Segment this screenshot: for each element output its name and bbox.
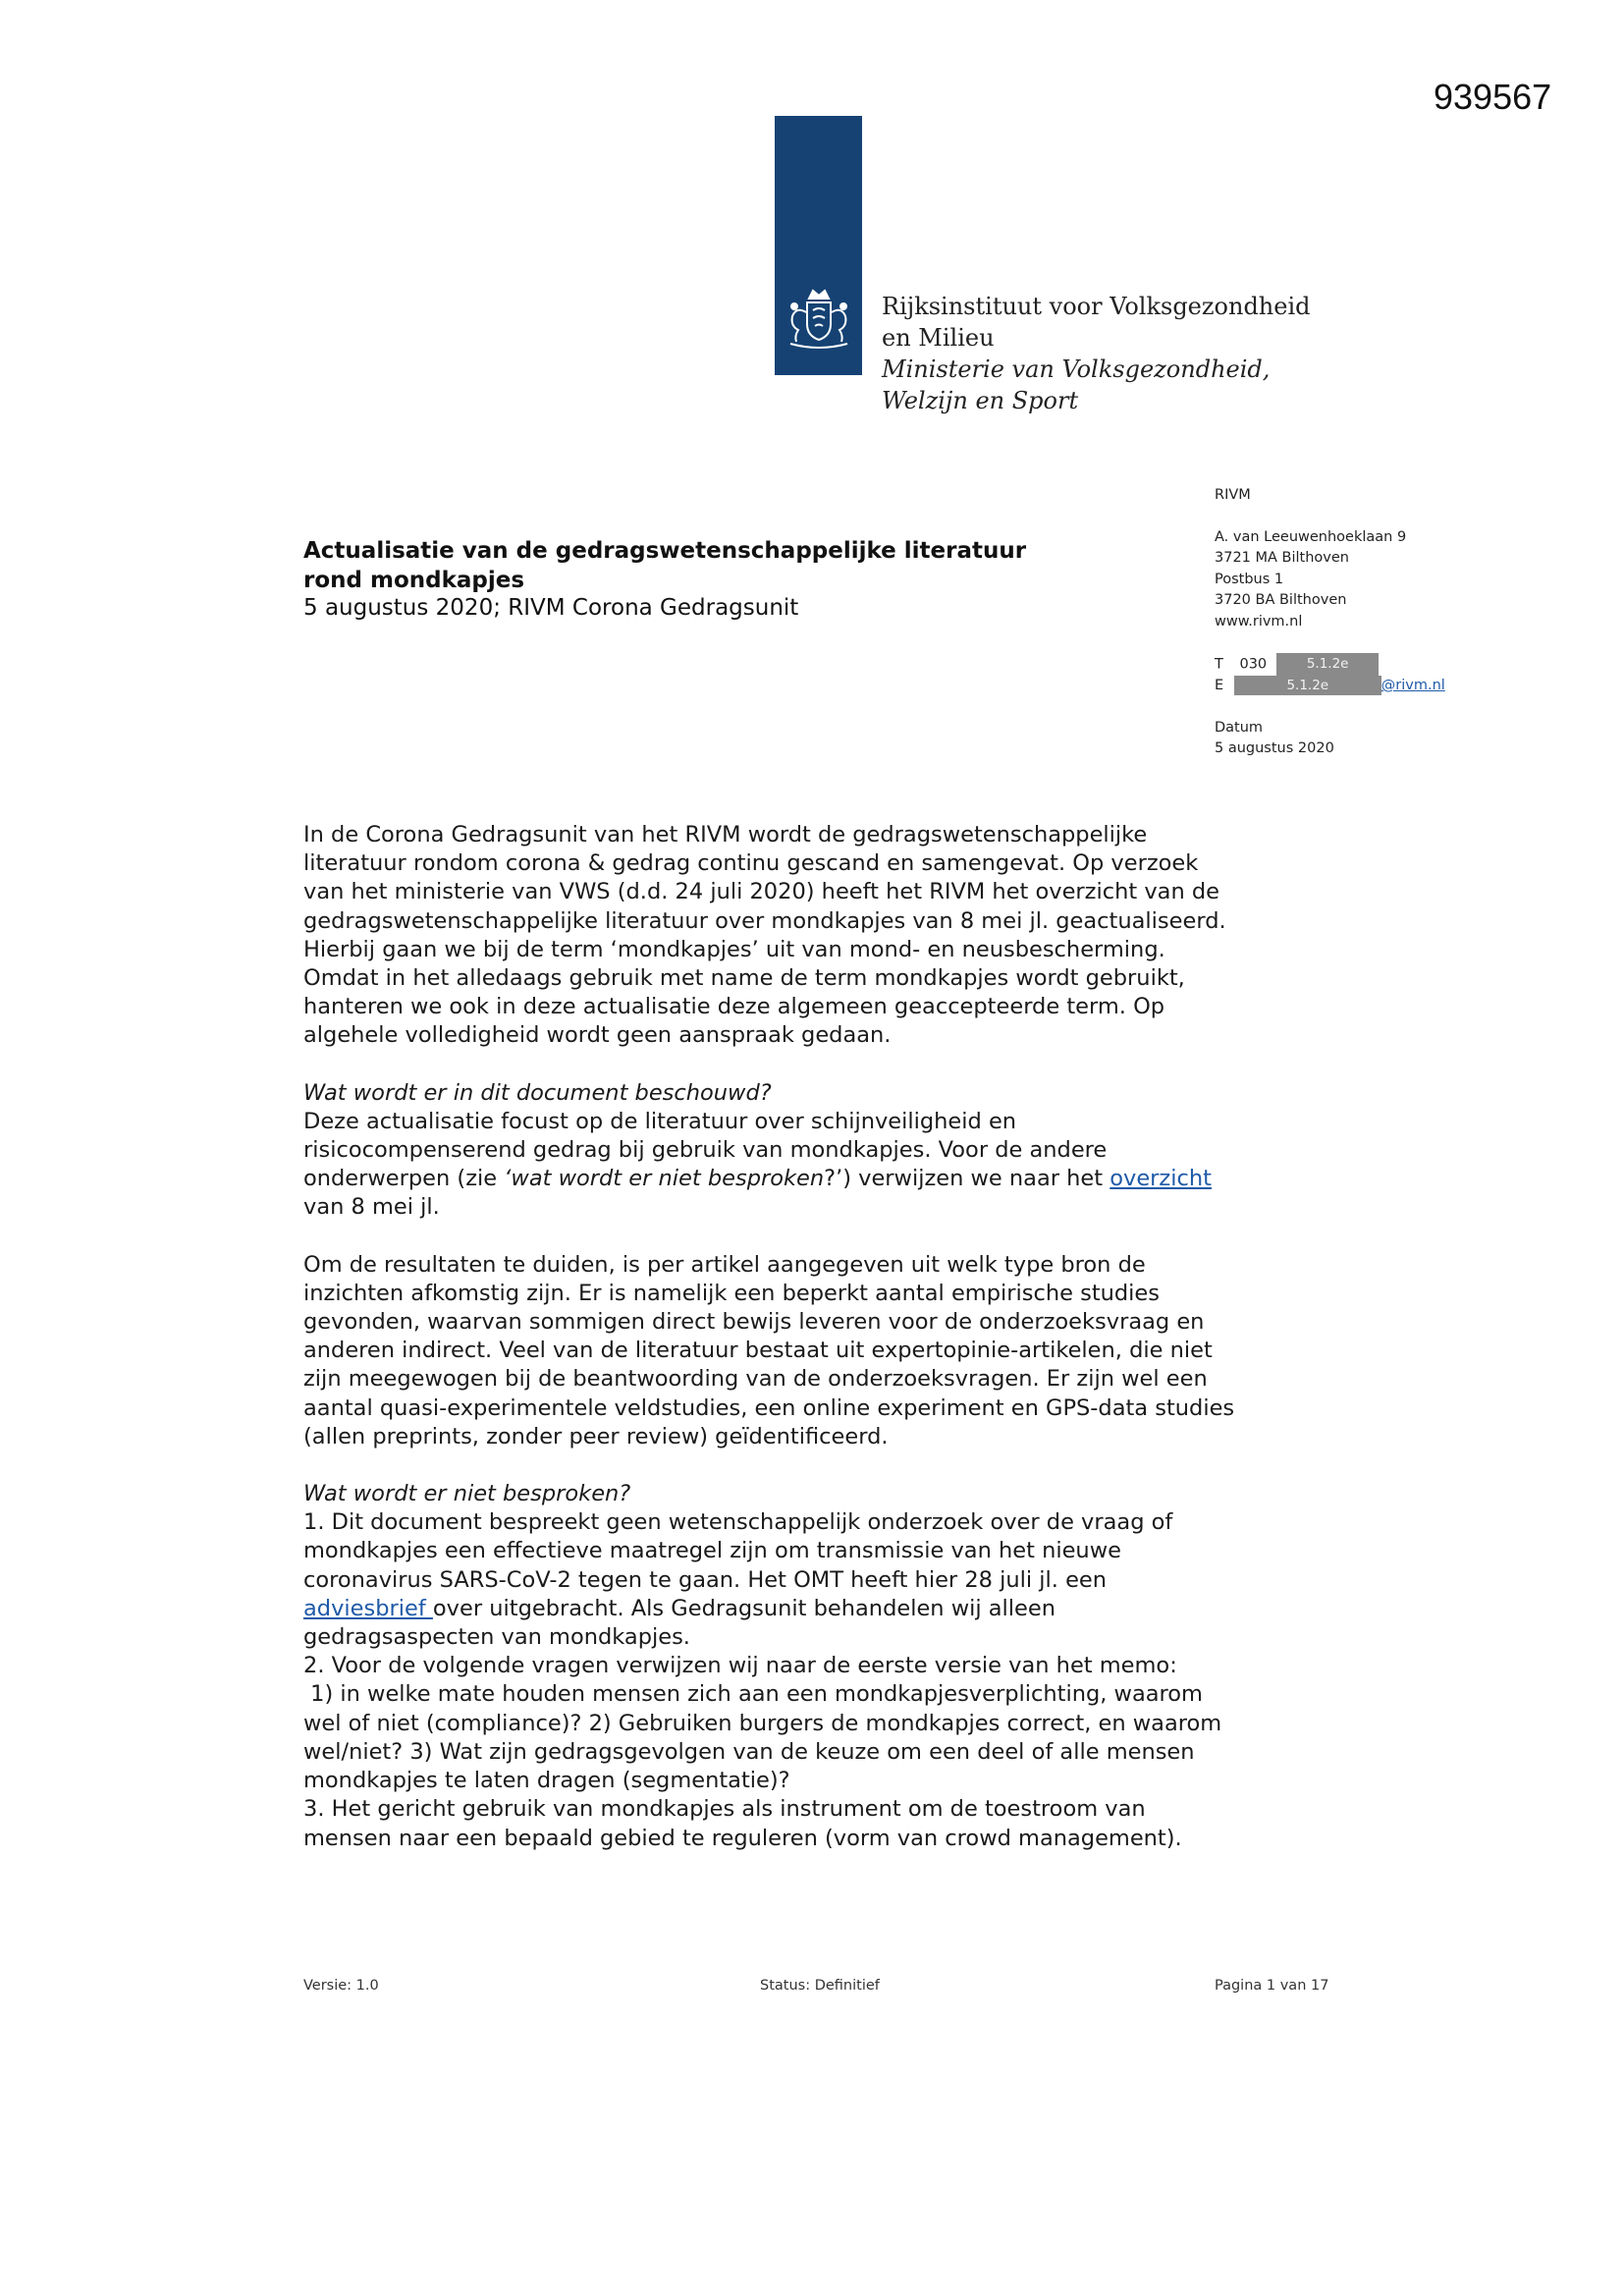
- text-line: hanteren we ook in deze actualisatie deze algemeen geaccepteerde term. Op: [303, 994, 1165, 1020]
- organization-name: [882, 291, 1311, 416]
- text-line: 1. Dit document bespreekt geen wetenschappelijk onderzoek over de vraag of: [303, 1509, 1173, 1536]
- text-line: mondkapjes te laten dragen (segmentatie)?: [303, 1768, 790, 1794]
- text-line: (allen preprints, zonder peer review) geïdentificeerd.: [303, 1423, 889, 1449]
- phone-line: [1215, 653, 1470, 676]
- text-line: anderen indirect. Veel van de literatuur bestaat uit expertopinie-artikelen, die niet: [303, 1338, 1213, 1364]
- text-line: algehele volledigheid wordt geen aanspraak gedaan.: [303, 1022, 892, 1049]
- address-line: 3721 MA Bilthoven: [1215, 550, 1349, 566]
- footer-page-number: Pagina 1 van 17: [1215, 1978, 1329, 1994]
- text-line: gedragswetenschappelijke literatuur over mondkapjes van 8 mei jl. geactualiseerd.: [303, 907, 1226, 934]
- section-heading: Wat wordt er in dit document beschouwd?: [303, 1079, 772, 1106]
- text-line: 1) in welke mate houden mensen zich aan een mondkapjesverplichting, waarom: [303, 1681, 1203, 1708]
- section-heading: Wat wordt er niet besproken?: [303, 1481, 631, 1507]
- text-span: ?’) verwijzen we naar het: [824, 1166, 1110, 1192]
- phone-redaction: 5.1.2e: [1276, 653, 1379, 676]
- text-line: mondkapjes een effectieve maatregel zijn om transmissie van het nieuwe: [303, 1538, 1121, 1564]
- text-line: inzichten afkomstig zijn. Er is namelijk een beperkt aantal empirische studies: [303, 1280, 1160, 1306]
- org-line-4: Welzijn en Sport: [882, 387, 1079, 414]
- email-domain-link[interactable]: @rivm.nl: [1380, 678, 1445, 693]
- text-line: wel of niet (compliance)? 2) Gebruiken burgers de mondkapjes correct, en waarom: [303, 1710, 1222, 1736]
- org-line-2: en Milieu: [882, 324, 995, 352]
- date-label: Datum: [1215, 719, 1264, 736]
- text-line: [303, 1165, 1315, 1193]
- text-line: literatuur rondom corona & gedrag continu gescand en samengevat. Op verzoek: [303, 850, 1199, 877]
- phone-label: T: [1215, 656, 1223, 673]
- text-line: zijn meegewogen bij de beantwoording van de onderzoeksvragen. Er zijn wel een: [303, 1366, 1208, 1393]
- document-title: [303, 536, 1109, 595]
- sender-org: RIVM: [1215, 487, 1251, 503]
- results-paragraph: [303, 1251, 1315, 1451]
- text-line: wel/niet? 3) Wat zijn gedragsgevolgen van de keuze om een deel of alle mensen: [303, 1738, 1195, 1765]
- footer-version: Versie: 1.0: [303, 1978, 379, 1994]
- adviesbrief-link[interactable]: adviesbrief: [303, 1595, 433, 1621]
- text-line: gevonden, waarvan sommigen direct bewijs leveren voor de onderzoeksvraag en: [303, 1309, 1205, 1336]
- org-line-1: Rijksinstituut voor Volksgezondheid: [882, 293, 1311, 320]
- footer-status: Status: Definitief: [760, 1978, 880, 1994]
- title-line-1: Actualisatie van de gedragswetenschappelijke literatuur: [303, 538, 1027, 564]
- email-redaction: 5.1.2e: [1234, 676, 1381, 695]
- phone-prefix: 030: [1239, 656, 1268, 673]
- text-line: van 8 mei jl.: [303, 1194, 440, 1221]
- coat-of-arms-logo: [783, 283, 855, 352]
- text-line: coronavirus SARS-CoV-2 tegen te gaan. Het OMT heeft hier 28 juli jl. een: [303, 1566, 1108, 1593]
- text-line: 2. Voor de volgende vragen verwijzen wij naar de eerste versie van het memo:: [303, 1653, 1177, 1679]
- out-of-scope-section: [303, 1480, 1315, 1853]
- address-line: A. van Leeuwenhoeklaan 9: [1215, 528, 1407, 545]
- address-line: Postbus 1: [1215, 571, 1284, 587]
- date-value: 5 augustus 2020: [1215, 740, 1334, 756]
- text-span: over uitgebracht. Als Gedragsunit behandelen wij alleen: [432, 1595, 1056, 1621]
- address-line: 3720 BA Bilthoven: [1215, 592, 1347, 608]
- text-line: In de Corona Gedragsunit van het RIVM wordt de gedragswetenschappelijke: [303, 822, 1148, 847]
- text-line: Omdat in het alledaags gebruik met name de term mondkapjes wordt gebruikt,: [303, 965, 1185, 992]
- text-line: [303, 1595, 1315, 1623]
- text-line: mensen naar een bepaald gebied te reguleren (vorm van crowd management).: [303, 1825, 1182, 1851]
- title-line-2: rond mondkapjes: [303, 568, 525, 593]
- intro-paragraph: [303, 821, 1315, 1051]
- email-line: [1215, 676, 1470, 697]
- document-body: [303, 821, 1315, 1853]
- text-line: risicocompenserend gedrag bij gebruik van mondkapjes. Voor de andere: [303, 1137, 1108, 1164]
- text-line: 3. Het gericht gebruik van mondkapjes als instrument om de toestroom van: [303, 1796, 1146, 1823]
- website-text: www.rivm.nl: [1215, 613, 1303, 629]
- text-line: Deze actualisatie focust op de literatuur over schijnveiligheid en: [303, 1108, 1017, 1134]
- org-line-3: Ministerie van Volksgezondheid,: [882, 355, 1271, 383]
- text-line: Om de resultaten te duiden, is per artikel aangegeven uit welk type bron de: [303, 1251, 1146, 1278]
- text-line: van het ministerie van VWS (d.d. 24 juli 2020) heeft het RIVM het overzicht van de: [303, 879, 1219, 905]
- logo-bar: [775, 116, 862, 375]
- document-subtitle: 5 augustus 2020; RIVM Corona Gedragsunit: [303, 595, 799, 621]
- document-number: 939567: [1434, 77, 1552, 117]
- text-span: onderwerpen (zie: [303, 1166, 505, 1192]
- email-label: E: [1215, 678, 1224, 693]
- text-line: gedragsaspecten van mondkapjes.: [303, 1624, 690, 1651]
- sender-info: [1215, 485, 1470, 760]
- overzicht-link[interactable]: overzicht: [1110, 1166, 1212, 1192]
- scope-section: [303, 1079, 1315, 1223]
- emphasis-text: ‘wat wordt er niet besproken: [504, 1166, 825, 1192]
- text-line: aantal quasi-experimentele veldstudies, een online experiment en GPS-data studies: [303, 1394, 1235, 1421]
- text-line: Hierbij gaan we bij de term ‘mondkapjes’ uit van mond- en neusbescherming.: [303, 936, 1165, 962]
